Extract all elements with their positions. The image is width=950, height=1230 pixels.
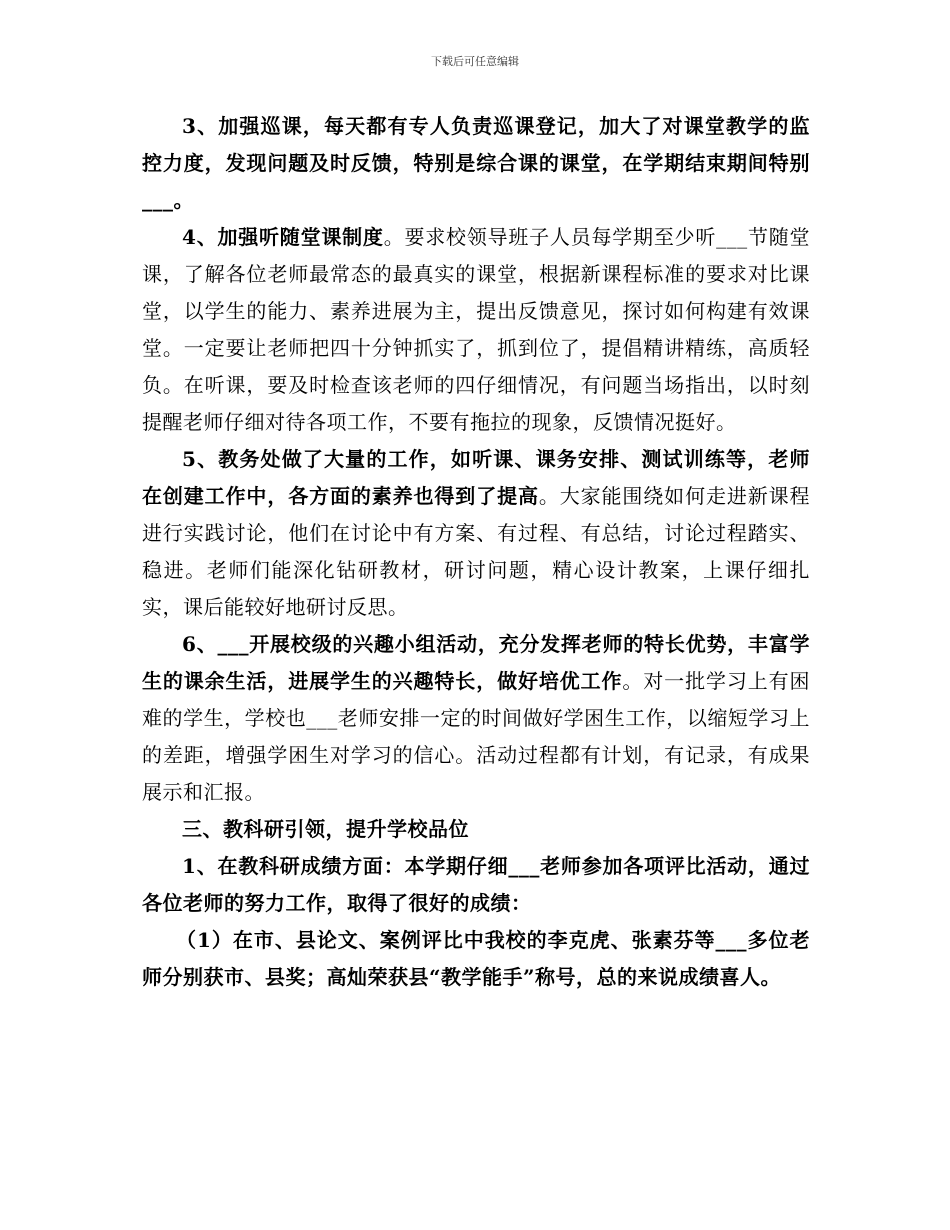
paragraph-normal-text: 。要求校领导班子人员每学期至少听___节随堂课，了解各位老师最常态的最真实的课堂，根据新课程标准的要求对比课堂，以学生的能力、素养进展为主，提出反馈意见，探讨如何构建有效课堂。一定要让老师把四十分钟抓实了，抓到位了，提倡精讲精练，高质轻负。在听课，要及时检查该老师的四仔细情况，有问题当场指出，以时刻提醒老师仔细对待各项工作，不要有拖拉的现象，反馈情况挺好。 bbox=[142, 225, 810, 434]
paragraph-3-patrol bbox=[142, 108, 810, 219]
section-heading-text: 三、教科研引领，提升学校品位 bbox=[182, 817, 469, 841]
paragraph-normal-text: 。对一批学习上有困难的学生，学校也___老师安排一定的时间做好学困生工作，以缩短学习上的差距，增强学困生对学习的信心。活动过程都有计划，有记录，有成果展示和汇报。 bbox=[142, 669, 811, 804]
paragraph-bold-text: （1）在市、县论文、案例评比中我校的李克虎、张素芬等___多位老师分别获市、县奖；高灿荣获县“教学能手”称号，总的来说成绩喜人。 bbox=[142, 928, 810, 989]
paragraph-bold-text: 4、加强听随堂课制度 bbox=[182, 225, 384, 249]
paragraph-bold-text: 3、加强巡课，每天都有专人负责巡课登记，加大了对课堂教学的监控力度，发现问题及时反馈，特别是综合课的课堂，在学期结束期间特别___。 bbox=[142, 114, 810, 212]
paragraph-6-interest-groups bbox=[142, 626, 810, 811]
paragraph-bold-text: 6、___开展校级的兴趣小组活动，充分发挥老师的特长优势，丰富学生的课余生活，进展学生的兴趣特长，做好培优工作 bbox=[142, 632, 810, 693]
paragraph-5-academic-office bbox=[142, 441, 810, 626]
paragraph-4-lesson-observation bbox=[142, 219, 810, 441]
document-body bbox=[142, 108, 810, 996]
paragraph-1-1-awards bbox=[142, 922, 810, 996]
paragraph-normal-text: 。大家能围绕如何走进新课程进行实践讨论，他们在讨论中有方案、有过程、有总结，讨论过程踏实、稳进。老师们能深化钻研教材，研讨问题，精心设计教案，上课仔细扎实，课后能较好地研讨反思。 bbox=[142, 484, 811, 619]
page-header-caption: 下载后可任意编辑 bbox=[431, 55, 519, 68]
paragraph-bold-text: 1、在教科研成绩方面：本学期仔细___老师参加各项评比活动，通过各位老师的努力工作，取得了很好的成绩： bbox=[142, 854, 810, 915]
paragraph-bold-text: 5、教务处做了大量的工作，如听课、课务安排、测试训练等，老师在创建工作中，各方面的素养也得到了提高 bbox=[142, 447, 810, 508]
paragraph-1-research-results bbox=[142, 848, 810, 922]
section-heading-research bbox=[142, 811, 810, 848]
